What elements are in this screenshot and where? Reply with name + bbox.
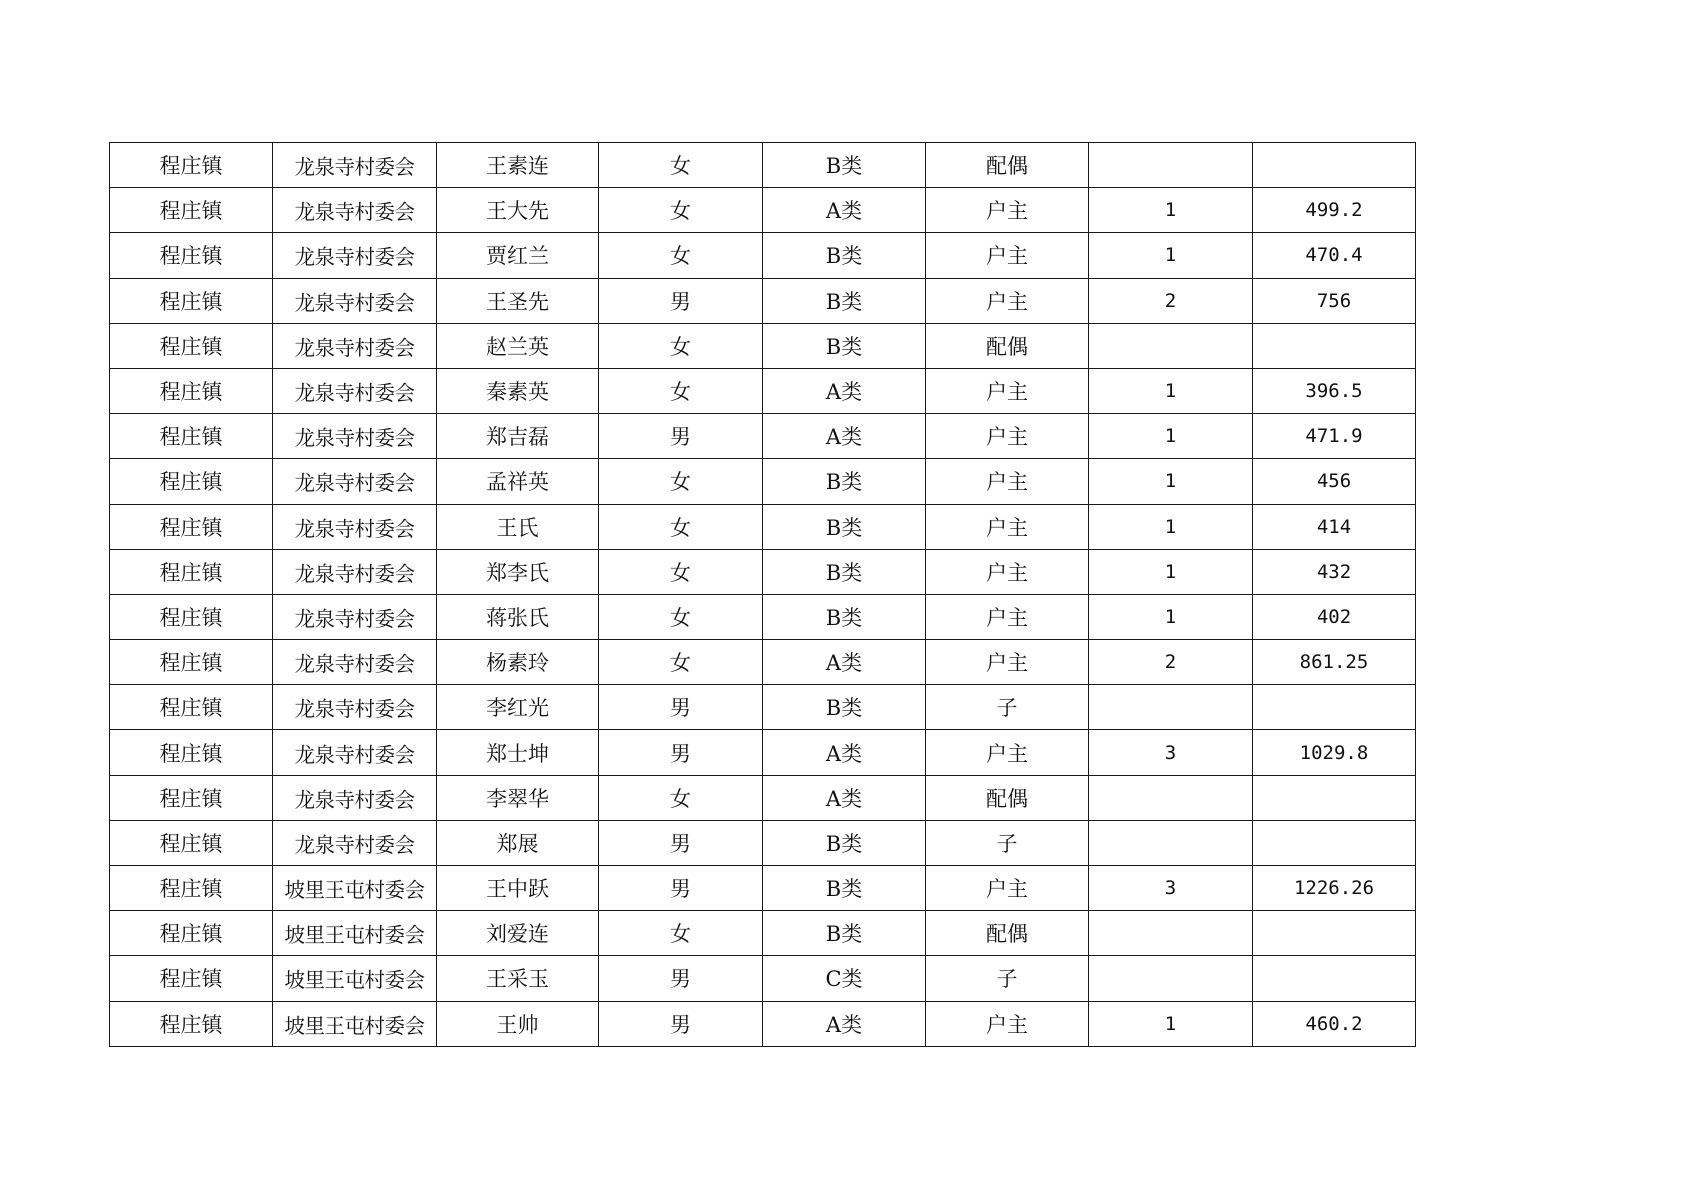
household-size-cell: 1 (1089, 368, 1253, 413)
relation-cell: 户主 (926, 278, 1089, 323)
village-committee-cell: 龙泉寺村委会 (273, 640, 437, 685)
gender-cell: 女 (599, 911, 763, 956)
amount-cell: 460.2 (1253, 1001, 1416, 1046)
name-cell: 赵兰英 (437, 323, 599, 368)
relation-cell: 户主 (926, 368, 1089, 413)
household-size-cell: 1 (1089, 549, 1253, 594)
town-cell: 程庄镇 (110, 278, 273, 323)
relation-cell: 户主 (926, 549, 1089, 594)
relation-cell: 配偶 (926, 911, 1089, 956)
town-cell: 程庄镇 (110, 368, 273, 413)
category-cell: A类 (763, 640, 926, 685)
relation-cell: 子 (926, 956, 1089, 1001)
amount-cell: 456 (1253, 459, 1416, 504)
village-committee-cell: 龙泉寺村委会 (273, 143, 437, 188)
village-committee-cell: 龙泉寺村委会 (273, 820, 437, 865)
table-row (110, 956, 1416, 1001)
category-cell: B类 (763, 233, 926, 278)
relation-cell: 户主 (926, 459, 1089, 504)
household-size-cell: 1 (1089, 459, 1253, 504)
category-cell: B类 (763, 866, 926, 911)
household-size-cell (1089, 685, 1253, 730)
town-cell: 程庄镇 (110, 549, 273, 594)
relation-cell: 户主 (926, 866, 1089, 911)
gender-cell: 女 (599, 640, 763, 685)
village-committee-cell: 龙泉寺村委会 (273, 594, 437, 639)
gender-cell: 女 (599, 549, 763, 594)
town-cell: 程庄镇 (110, 233, 273, 278)
household-size-cell: 1 (1089, 233, 1253, 278)
relation-cell: 配偶 (926, 143, 1089, 188)
gender-cell: 女 (599, 143, 763, 188)
household-size-cell: 2 (1089, 640, 1253, 685)
category-cell: A类 (763, 730, 926, 775)
relation-cell: 子 (926, 685, 1089, 730)
category-cell: B类 (763, 323, 926, 368)
amount-cell (1253, 323, 1416, 368)
village-committee-cell: 龙泉寺村委会 (273, 685, 437, 730)
name-cell: 王圣先 (437, 278, 599, 323)
name-cell: 贾红兰 (437, 233, 599, 278)
household-size-cell (1089, 820, 1253, 865)
village-committee-cell: 龙泉寺村委会 (273, 368, 437, 413)
amount-cell (1253, 820, 1416, 865)
gender-cell: 女 (599, 368, 763, 413)
table-row (110, 233, 1416, 278)
name-cell: 蒋张氏 (437, 594, 599, 639)
table-row (110, 504, 1416, 549)
town-cell: 程庄镇 (110, 775, 273, 820)
village-committee-cell: 龙泉寺村委会 (273, 730, 437, 775)
gender-cell: 男 (599, 820, 763, 865)
household-size-cell: 3 (1089, 730, 1253, 775)
town-cell: 程庄镇 (110, 459, 273, 504)
amount-cell: 861.25 (1253, 640, 1416, 685)
amount-cell (1253, 956, 1416, 1001)
village-committee-cell: 龙泉寺村委会 (273, 549, 437, 594)
gender-cell: 女 (599, 504, 763, 549)
gender-cell: 女 (599, 594, 763, 639)
relation-cell: 户主 (926, 1001, 1089, 1046)
category-cell: B类 (763, 594, 926, 639)
table-row (110, 459, 1416, 504)
table-row (110, 143, 1416, 188)
table-row (110, 911, 1416, 956)
category-cell: A类 (763, 775, 926, 820)
amount-cell (1253, 911, 1416, 956)
table-row (110, 594, 1416, 639)
name-cell: 刘爱连 (437, 911, 599, 956)
name-cell: 王采玉 (437, 956, 599, 1001)
category-cell: A类 (763, 368, 926, 413)
amount-cell: 432 (1253, 549, 1416, 594)
amount-cell (1253, 685, 1416, 730)
relation-cell: 户主 (926, 594, 1089, 639)
table-row (110, 278, 1416, 323)
relation-cell: 户主 (926, 640, 1089, 685)
gender-cell: 男 (599, 1001, 763, 1046)
name-cell: 杨素玲 (437, 640, 599, 685)
table-row (110, 820, 1416, 865)
table-row (110, 323, 1416, 368)
name-cell: 郑李氏 (437, 549, 599, 594)
relation-cell: 配偶 (926, 323, 1089, 368)
amount-cell: 470.4 (1253, 233, 1416, 278)
village-committee-cell: 坡里王屯村委会 (273, 1001, 437, 1046)
town-cell: 程庄镇 (110, 504, 273, 549)
household-size-cell (1089, 143, 1253, 188)
town-cell: 程庄镇 (110, 323, 273, 368)
gender-cell: 男 (599, 278, 763, 323)
town-cell: 程庄镇 (110, 594, 273, 639)
table-row (110, 730, 1416, 775)
gender-cell: 男 (599, 866, 763, 911)
category-cell: B类 (763, 278, 926, 323)
household-size-cell: 1 (1089, 504, 1253, 549)
amount-cell: 1226.26 (1253, 866, 1416, 911)
town-cell: 程庄镇 (110, 1001, 273, 1046)
gender-cell: 男 (599, 414, 763, 459)
relation-cell: 户主 (926, 730, 1089, 775)
household-size-cell: 1 (1089, 188, 1253, 233)
table-row (110, 685, 1416, 730)
gender-cell: 男 (599, 730, 763, 775)
category-cell: B类 (763, 143, 926, 188)
village-committee-cell: 龙泉寺村委会 (273, 775, 437, 820)
town-cell: 程庄镇 (110, 188, 273, 233)
table-row (110, 368, 1416, 413)
town-cell: 程庄镇 (110, 730, 273, 775)
village-committee-cell: 龙泉寺村委会 (273, 414, 437, 459)
table-row (110, 775, 1416, 820)
name-cell: 郑展 (437, 820, 599, 865)
village-committee-cell: 龙泉寺村委会 (273, 278, 437, 323)
amount-cell: 756 (1253, 278, 1416, 323)
household-size-cell (1089, 775, 1253, 820)
category-cell: C类 (763, 956, 926, 1001)
household-size-cell: 2 (1089, 278, 1253, 323)
category-cell: B类 (763, 820, 926, 865)
name-cell: 王中跃 (437, 866, 599, 911)
amount-cell: 402 (1253, 594, 1416, 639)
village-committee-cell: 龙泉寺村委会 (273, 323, 437, 368)
name-cell: 王帅 (437, 1001, 599, 1046)
town-cell: 程庄镇 (110, 911, 273, 956)
amount-cell: 1029.8 (1253, 730, 1416, 775)
amount-cell: 396.5 (1253, 368, 1416, 413)
town-cell: 程庄镇 (110, 820, 273, 865)
household-size-cell: 1 (1089, 1001, 1253, 1046)
name-cell: 王素连 (437, 143, 599, 188)
name-cell: 王大先 (437, 188, 599, 233)
name-cell: 李红光 (437, 685, 599, 730)
village-committee-cell: 龙泉寺村委会 (273, 504, 437, 549)
amount-cell (1253, 775, 1416, 820)
name-cell: 李翠华 (437, 775, 599, 820)
relation-cell: 户主 (926, 504, 1089, 549)
amount-cell (1253, 143, 1416, 188)
town-cell: 程庄镇 (110, 414, 273, 459)
relation-cell: 户主 (926, 188, 1089, 233)
household-size-cell: 3 (1089, 866, 1253, 911)
category-cell: A类 (763, 414, 926, 459)
household-size-cell: 1 (1089, 594, 1253, 639)
name-cell: 秦素英 (437, 368, 599, 413)
name-cell: 王氏 (437, 504, 599, 549)
category-cell: A类 (763, 188, 926, 233)
relation-cell: 户主 (926, 414, 1089, 459)
town-cell: 程庄镇 (110, 866, 273, 911)
gender-cell: 男 (599, 685, 763, 730)
table-row (110, 1001, 1416, 1046)
village-committee-cell: 龙泉寺村委会 (273, 188, 437, 233)
town-cell: 程庄镇 (110, 685, 273, 730)
household-size-cell (1089, 956, 1253, 1001)
name-cell: 郑士坤 (437, 730, 599, 775)
village-committee-cell: 坡里王屯村委会 (273, 866, 437, 911)
household-size-cell (1089, 911, 1253, 956)
gender-cell: 女 (599, 775, 763, 820)
gender-cell: 女 (599, 188, 763, 233)
village-committee-cell: 坡里王屯村委会 (273, 956, 437, 1001)
amount-cell: 499.2 (1253, 188, 1416, 233)
table-row (110, 414, 1416, 459)
category-cell: B类 (763, 685, 926, 730)
table-row (110, 640, 1416, 685)
category-cell: B类 (763, 459, 926, 504)
village-committee-cell: 龙泉寺村委会 (273, 459, 437, 504)
town-cell: 程庄镇 (110, 956, 273, 1001)
category-cell: B类 (763, 549, 926, 594)
category-cell: B类 (763, 504, 926, 549)
household-size-cell (1089, 323, 1253, 368)
name-cell: 郑吉磊 (437, 414, 599, 459)
records-table-body (110, 143, 1416, 1047)
records-table (109, 142, 1416, 1047)
town-cell: 程庄镇 (110, 143, 273, 188)
town-cell: 程庄镇 (110, 640, 273, 685)
gender-cell: 女 (599, 459, 763, 504)
table-row (110, 188, 1416, 233)
village-committee-cell: 坡里王屯村委会 (273, 911, 437, 956)
relation-cell: 子 (926, 820, 1089, 865)
gender-cell: 女 (599, 323, 763, 368)
name-cell: 孟祥英 (437, 459, 599, 504)
household-size-cell: 1 (1089, 414, 1253, 459)
amount-cell: 471.9 (1253, 414, 1416, 459)
amount-cell: 414 (1253, 504, 1416, 549)
relation-cell: 户主 (926, 233, 1089, 278)
village-committee-cell: 龙泉寺村委会 (273, 233, 437, 278)
table-row (110, 549, 1416, 594)
category-cell: B类 (763, 911, 926, 956)
category-cell: A类 (763, 1001, 926, 1046)
gender-cell: 女 (599, 233, 763, 278)
gender-cell: 男 (599, 956, 763, 1001)
relation-cell: 配偶 (926, 775, 1089, 820)
table-row (110, 866, 1416, 911)
